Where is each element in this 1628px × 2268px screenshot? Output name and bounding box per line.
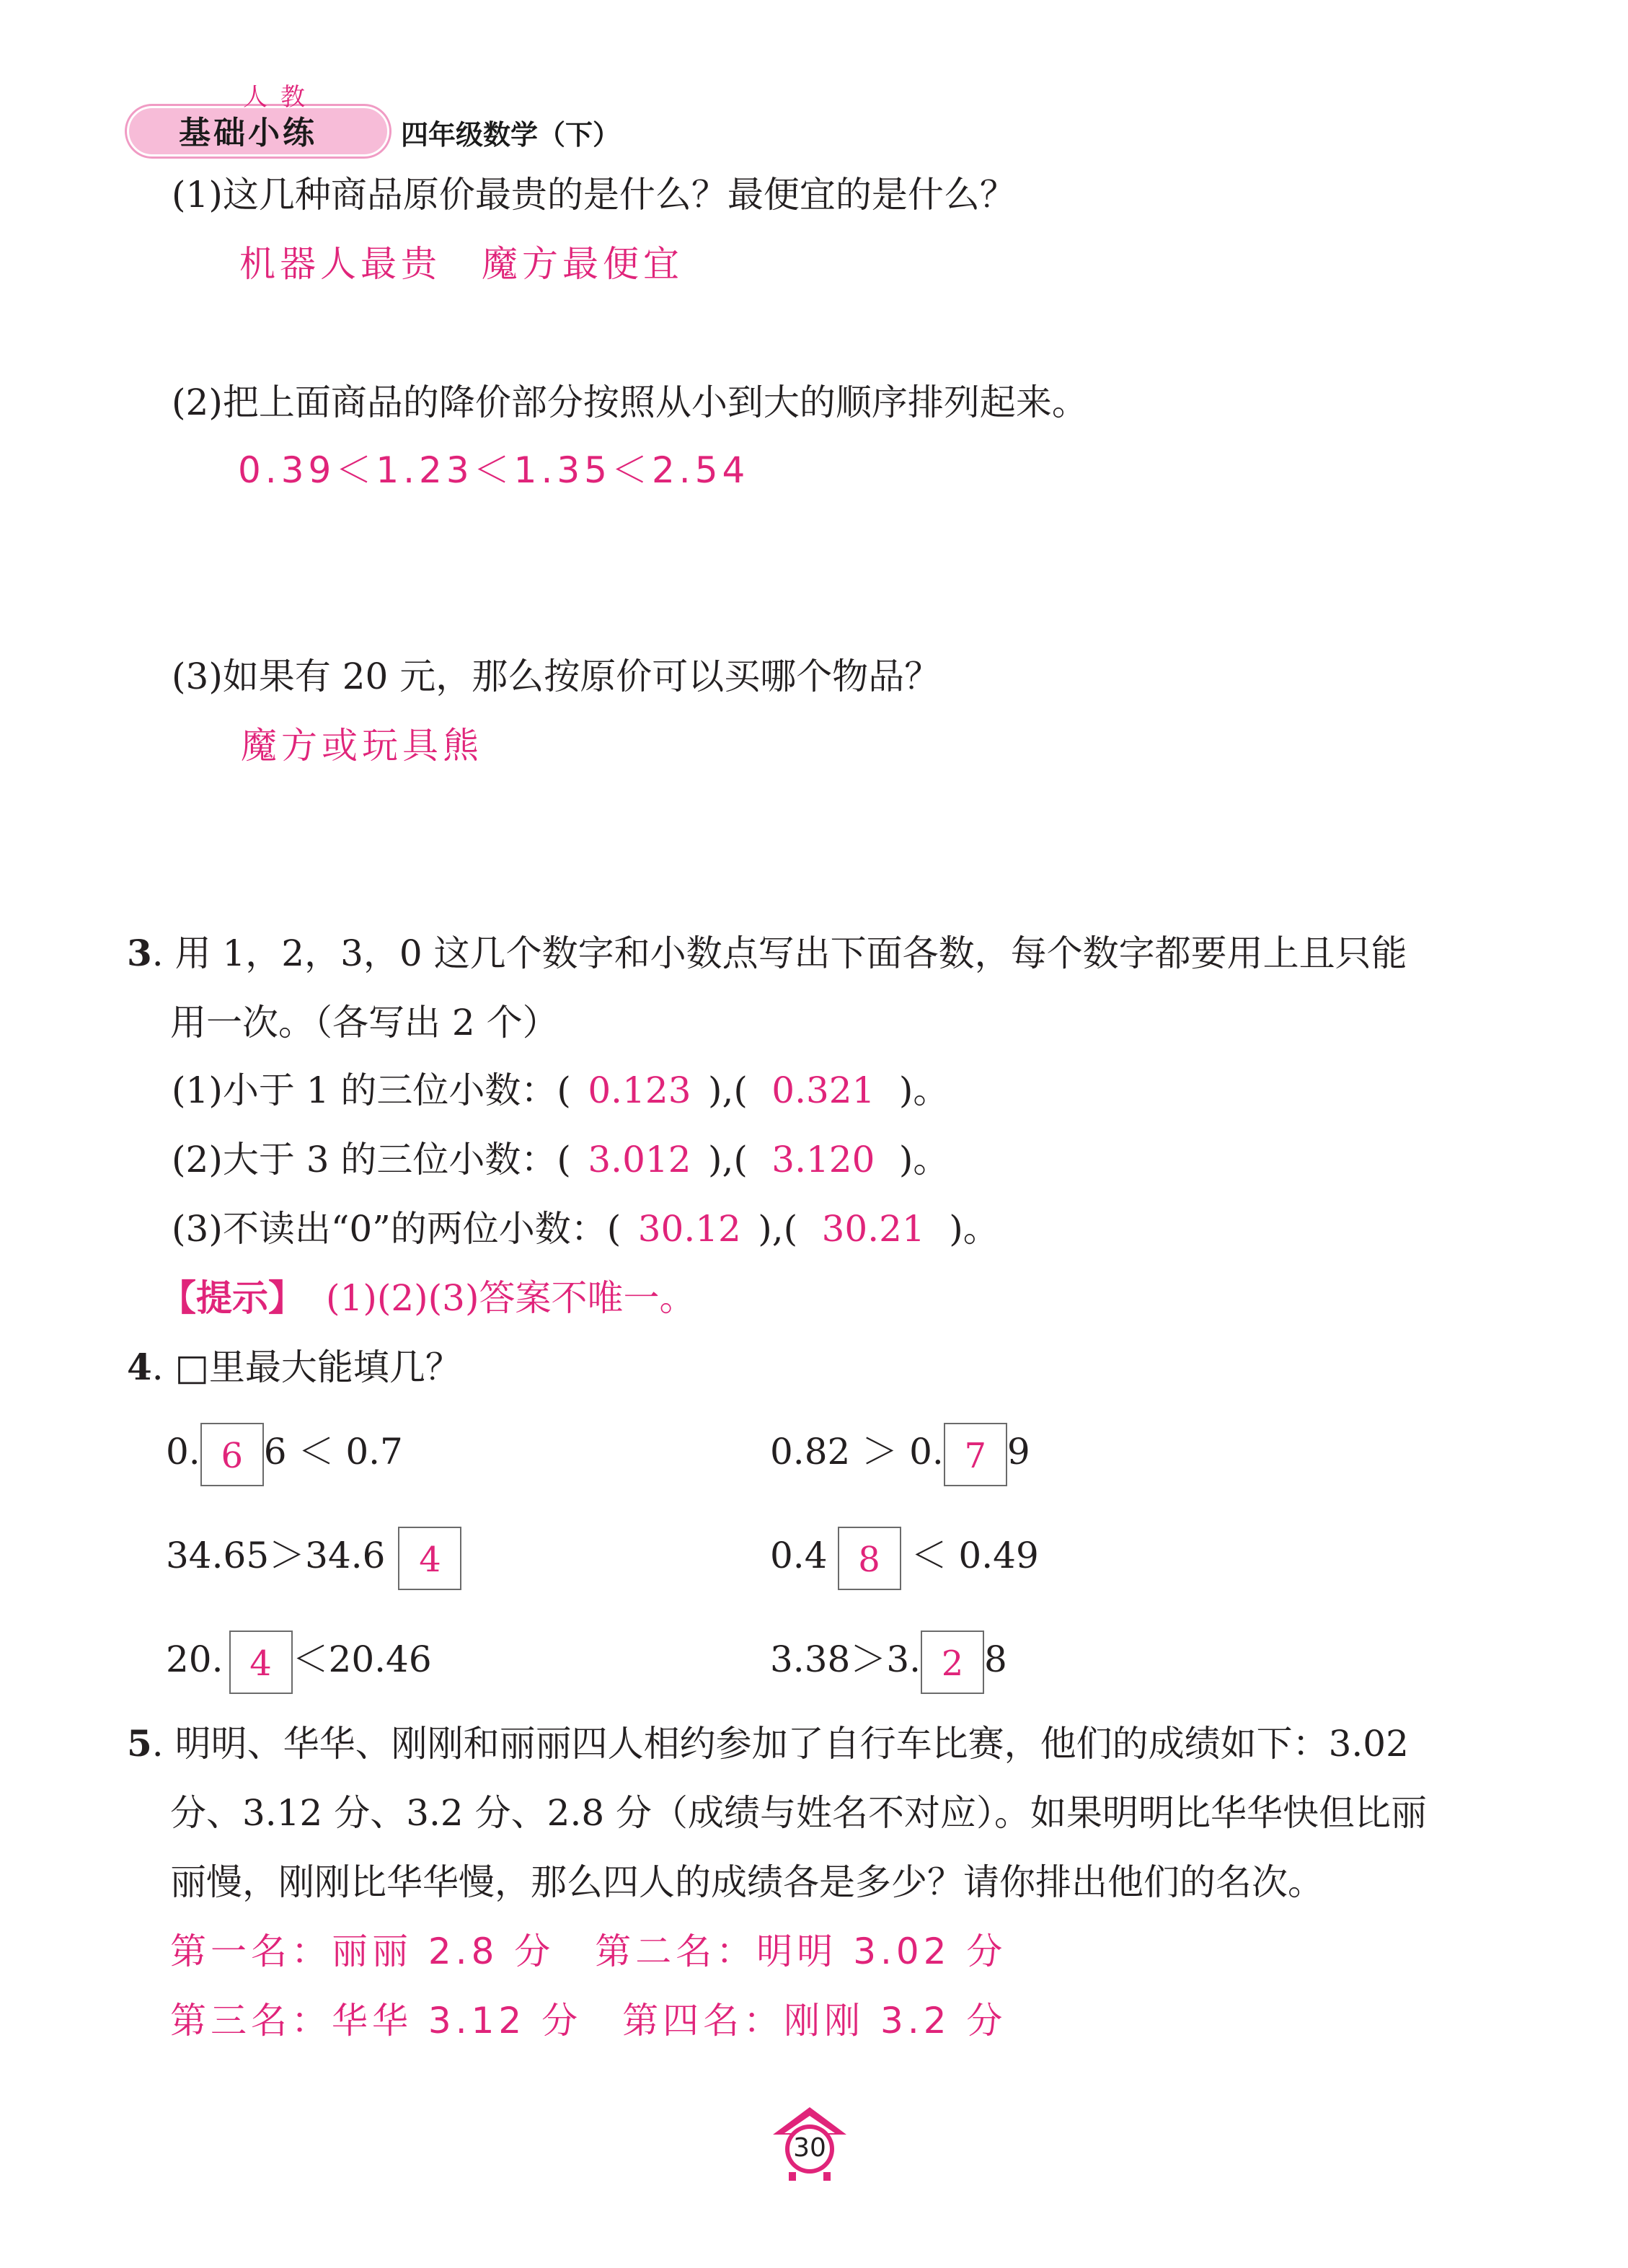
fill-post: ＜ 0.49 [911,1535,1039,1576]
answer-blank: 30.21 [821,1208,925,1250]
item-separator: ),( [758,1208,798,1250]
question-4-number: 4 [127,1346,152,1388]
fill-item-5 [166,1625,432,1694]
fill-pre: 0.4 [770,1535,828,1576]
item-separator: ),( [707,1069,748,1111]
fill-item-4 [770,1522,1039,1590]
fill-item-3 [166,1522,461,1590]
answer-blank: 0.123 [588,1069,691,1111]
fill-pre: 34.65＞34.6 [166,1535,386,1576]
header-brand-title: 基础小练 [179,115,317,151]
fill-box: 8 [838,1527,901,1590]
question-5-stem-line2: 分、3.12 分、3.2 分、2.8 分（成绩与姓名不对应）。如果明明比华华快但比丽 [170,1792,1428,1834]
question-3-item-1 [172,1069,949,1112]
fill-item-1 [166,1418,403,1486]
question-2-2: (2)把上面商品的降价部分按照从小到大的顺序排列起来。 [172,381,1088,423]
fill-box: 2 [921,1631,984,1694]
fill-box: 6 [200,1423,264,1486]
answer-2-3: 魔方或玩具熊 [241,725,483,767]
answer-blank: 3.120 [771,1139,875,1181]
fill-pre: 3.38＞3. [770,1638,921,1680]
fill-post: 9 [1007,1431,1030,1473]
answer-blank: 30.12 [637,1208,741,1250]
item-label: (1)小于 1 的三位小数：( [172,1069,571,1111]
question-5-text: . 明明、华华、刚刚和丽丽四人相约参加了自行车比赛，他们的成绩如下：3.02 [151,1723,1409,1765]
item-label: (3)不读出“0”的两位小数：( [172,1208,621,1250]
answer-blank: 3.012 [588,1139,691,1181]
fill-item-6 [770,1625,1007,1694]
question-3-stem-line1: . 用 1，2，3，0 这几个数字和小数点写出下面各数，每个数字都要用上且只能 [151,932,1407,974]
fill-post: ＜20.46 [292,1638,432,1680]
question-3-tip [160,1276,695,1320]
question-2-1: (1)这几种商品原价最贵的是什么？最便宜的是什么？ [172,174,1016,216]
tip-label: 【提示】 [160,1276,304,1319]
item-end: )。 [949,1208,999,1250]
header-subtitle: 四年级数学（下） [401,119,621,151]
fill-post: 8 [984,1638,1007,1680]
question-4-stem [127,1346,461,1389]
question-5-number: 5 [127,1722,152,1765]
question-3-item-2 [172,1138,949,1181]
tip-text: (1)(2)(3)答案不唯一。 [326,1277,696,1319]
page-number-badge [767,2104,852,2184]
answer-5-line1: 第一名：丽丽 2.8 分 第二名：明明 3.02 分 [170,1931,1007,1972]
item-separator: ),( [707,1139,748,1181]
fill-pre: 20. [166,1638,224,1680]
question-5-stem-line1 [127,1722,1409,1765]
fill-box: 4 [229,1631,293,1694]
header-brand-small: 人教 [243,83,318,112]
question-2-3: (3)如果有 20 元，那么按原价可以买哪个物品？ [172,656,941,697]
fill-post: 6 ＜ 0.7 [263,1431,403,1473]
fill-pre: 0.82 ＞ 0. [770,1431,944,1473]
item-end: )。 [898,1139,950,1181]
page-number: 30 [793,2133,826,2163]
fill-item-2 [770,1418,1030,1486]
question-5-stem-line3: 丽慢，刚刚比华华慢，那么四人的成绩各是多少？请你排出他们的名次。 [170,1861,1324,1903]
fill-box: 4 [398,1527,461,1590]
question-3-stem [127,932,1407,975]
fill-pre: 0. [166,1431,200,1473]
answer-5-line2: 第三名：华华 3.12 分 第四名：刚刚 3.2 分 [170,2000,1007,2042]
question-4-stem-text: . □里最大能填几？ [151,1346,461,1388]
answer-blank: 0.321 [771,1069,875,1111]
item-label: (2)大于 3 的三位小数：( [172,1139,571,1181]
question-3-stem-line2: 用一次。（各写出 2 个） [170,1002,559,1043]
question-3-item-3 [172,1207,999,1250]
question-3-number: 3 [127,932,152,974]
answer-2-1: 机器人最贵 魔方最便宜 [239,243,684,285]
fill-box: 7 [944,1423,1007,1486]
answer-2-2: 0.39＜1.23＜1.35＜2.54 [238,449,750,491]
item-end: )。 [898,1069,950,1111]
